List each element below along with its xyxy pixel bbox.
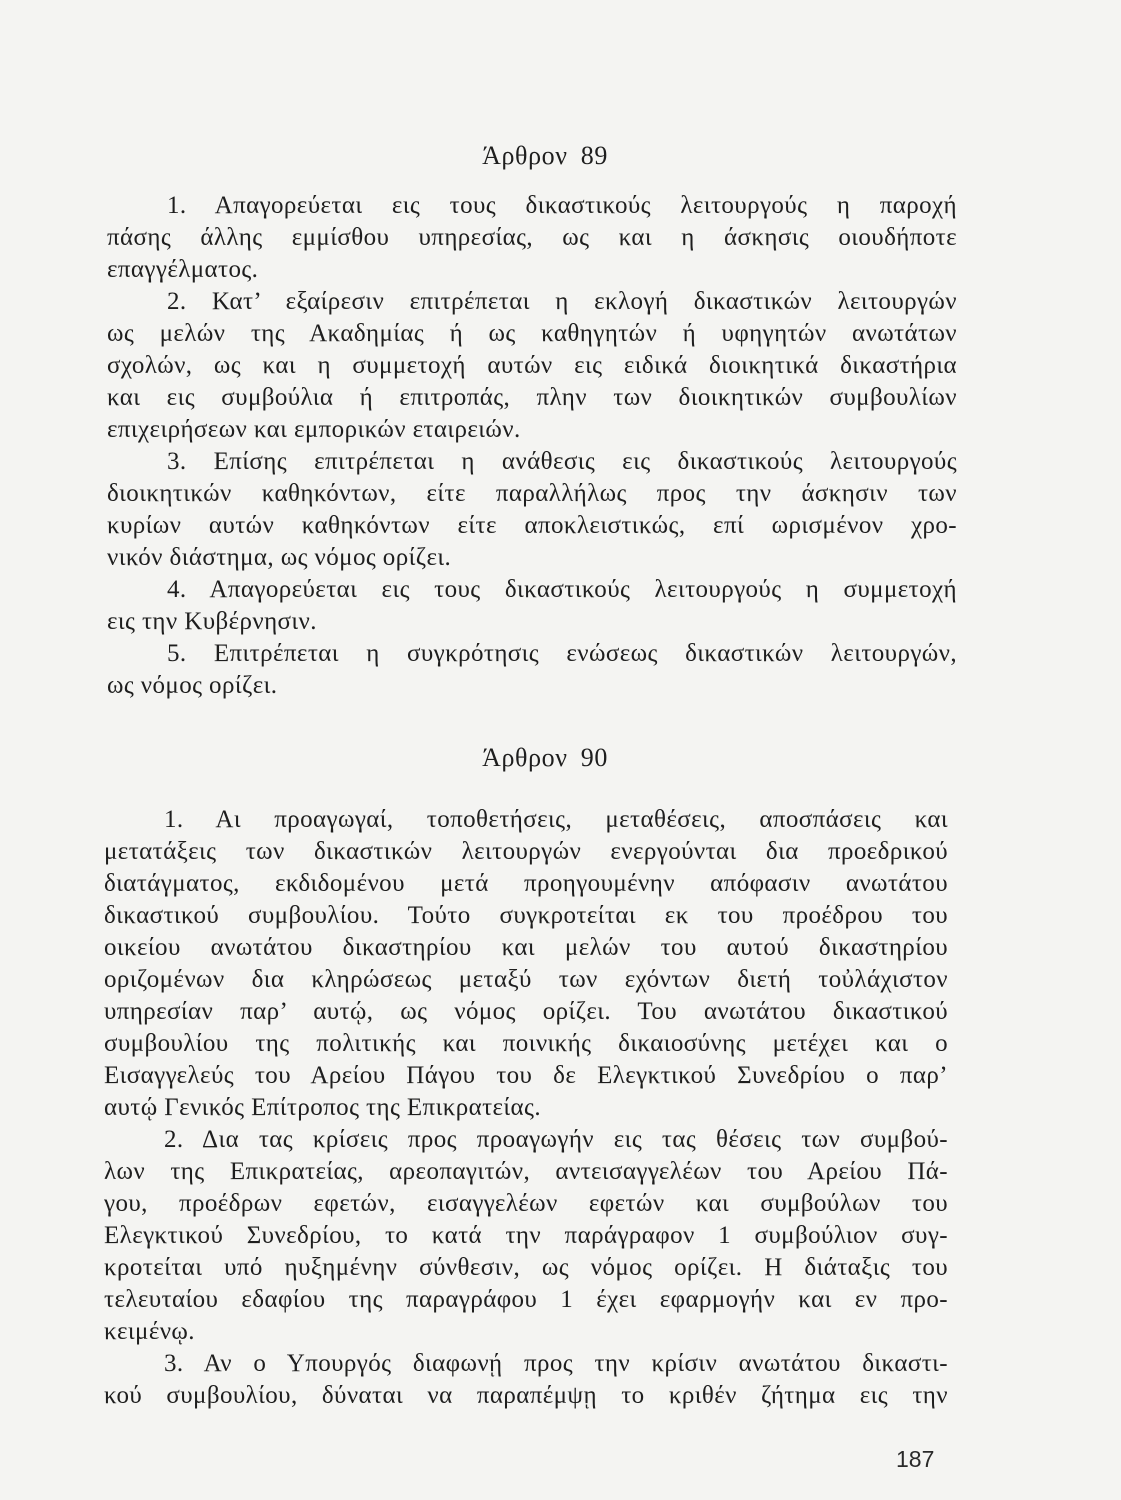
text-line: 3. Επίσης επιτρέπεται η ανάθεσις εις δικαστικούς λειτουργούς [167,448,957,475]
text-line: διατάγματος, εκδιδομένου μετά προηγουμένην απόφασιν ανωτάτου [104,870,948,897]
text-line: ως νόμος ορίζει. [107,672,278,699]
text-line: τελευταίου εδαφίου της παραγράφου 1 έχει εφαρμογήν και εν προ- [104,1286,948,1313]
text-line: 2. Δια τας κρίσεις προς προαγωγήν εις τας θέσεις των συμβού- [164,1126,948,1153]
text-line: 1. Αι προαγωγαί, τοποθετήσεις, μεταθέσεις, αποσπάσεις και [164,806,948,833]
paragraph [107,190,957,286]
text-line: 1. Απαγορεύεται εις τους δικαστικούς λειτουργούς η παροχή [167,192,957,219]
text-line: κού συμβουλίου, δύναται να παραπέμψῃ το κριθέν ζήτημα εις την [104,1382,948,1409]
paragraph [107,574,957,638]
text-line: υπηρεσίαν παρ’ αυτῴ, ως νόμος ορίζει. Του ανωτάτου δικαστικού [104,998,948,1025]
text-line: 4. Απαγορεύεται εις τους δικαστικούς λειτουργούς η συμμετοχή [167,576,957,603]
text-line: Ελεγκτικού Συνεδρίου, το κατά την παράγραφον 1 συμβούλιον συγ- [104,1222,948,1249]
text-line: κυρίων αυτών καθηκόντων είτε αποκλειστικώς, επί ωρισμένον χρο- [107,512,957,539]
paragraph [104,1348,948,1412]
text-line: κειμένῳ. [104,1318,195,1345]
text-line: οικείου ανωτάτου δικαστηρίου και μελών του αυτού δικαστηρίου [104,934,948,961]
text-line: γου, προέδρων εφετών, εισαγγελέων εφετών και συμβούλων του [104,1190,948,1217]
text-line: κροτείται υπό ηυξημένην σύνθεσιν, ως νόμος ορίζει. Η διάταξις του [104,1254,948,1281]
text-line: αυτῴ Γενικός Επίτροπος της Επικρατείας. [104,1094,541,1121]
text-line: δικαστικού συμβουλίου. Τούτο συγκροτείται εκ του προέδρου του [104,902,948,929]
text-line: 3. Αν ο Υπουργός διαφωνῄ προς την κρίσιν ανωτάτου δικαστι- [164,1350,948,1377]
article-body [107,190,957,702]
text-line: 5. Επιτρέπεται η συγκρότησις ενώσεως δικαστικών λειτουργών, [167,640,957,667]
paragraph [107,638,957,702]
text-line: επαγγέλματος. [107,256,259,283]
text-line: οριζομένων δια κληρώσεως μεταξύ των εχόντων διετή τοὐλάχιστον [104,966,948,993]
paragraph [104,1124,948,1348]
paragraph [104,804,948,1124]
text-line: Εισαγγελεύς του Αρείου Πάγου του δε Ελεγκτικού Συνεδρίου ο παρ’ [104,1062,948,1089]
text-line: πάσης άλλης εμμίσθου υπηρεσίας, ως και η άσκησις οιουδήποτε [107,224,957,251]
text-line: επιχειρήσεων και εμπορικών εταιρειών. [107,416,521,443]
paragraph [107,286,957,446]
paragraph [107,446,957,574]
text-line: 2. Κατ’ εξαίρεσιν επιτρέπεται η εκλογή δικαστικών λειτουργών [167,288,957,315]
text-line: μετατάξεις των δικαστικών λειτουργών ενεργούνται δια προεδρικού [104,838,948,865]
text-line: διοικητικών καθηκόντων, είτε παραλλήλως προς την άσκησιν των [107,480,957,507]
text-line: ως μελών της Ακαδημίας ή ως καθηγητών ή υφηγητών ανωτάτων [107,320,957,347]
text-line: συμβουλίου της πολιτικής και ποινικής δικαιοσύνης μετέχει και ο [104,1030,948,1057]
text-line: και εις συμβούλια ή επιτροπάς, πλην των διοικητικών συμβουλίων [107,384,957,411]
article-heading: Άρθρον 89 [482,141,608,170]
text-line: εις την Κυβέρνησιν. [107,608,317,635]
text-line: λων της Επικρατείας, αρεοπαγιτών, αντεισαγγελέων του Αρείου Πά- [104,1158,948,1185]
text-line: νικόν διάστημα, ως νόμος ορίζει. [107,544,452,571]
article-heading: Άρθρον 90 [482,743,608,772]
page-number: 187 [896,1446,935,1472]
article-body [104,804,948,1412]
text-line: σχολών, ως και η συμμετοχή αυτών εις ειδικά διοικητικά δικαστήρια [107,352,957,379]
